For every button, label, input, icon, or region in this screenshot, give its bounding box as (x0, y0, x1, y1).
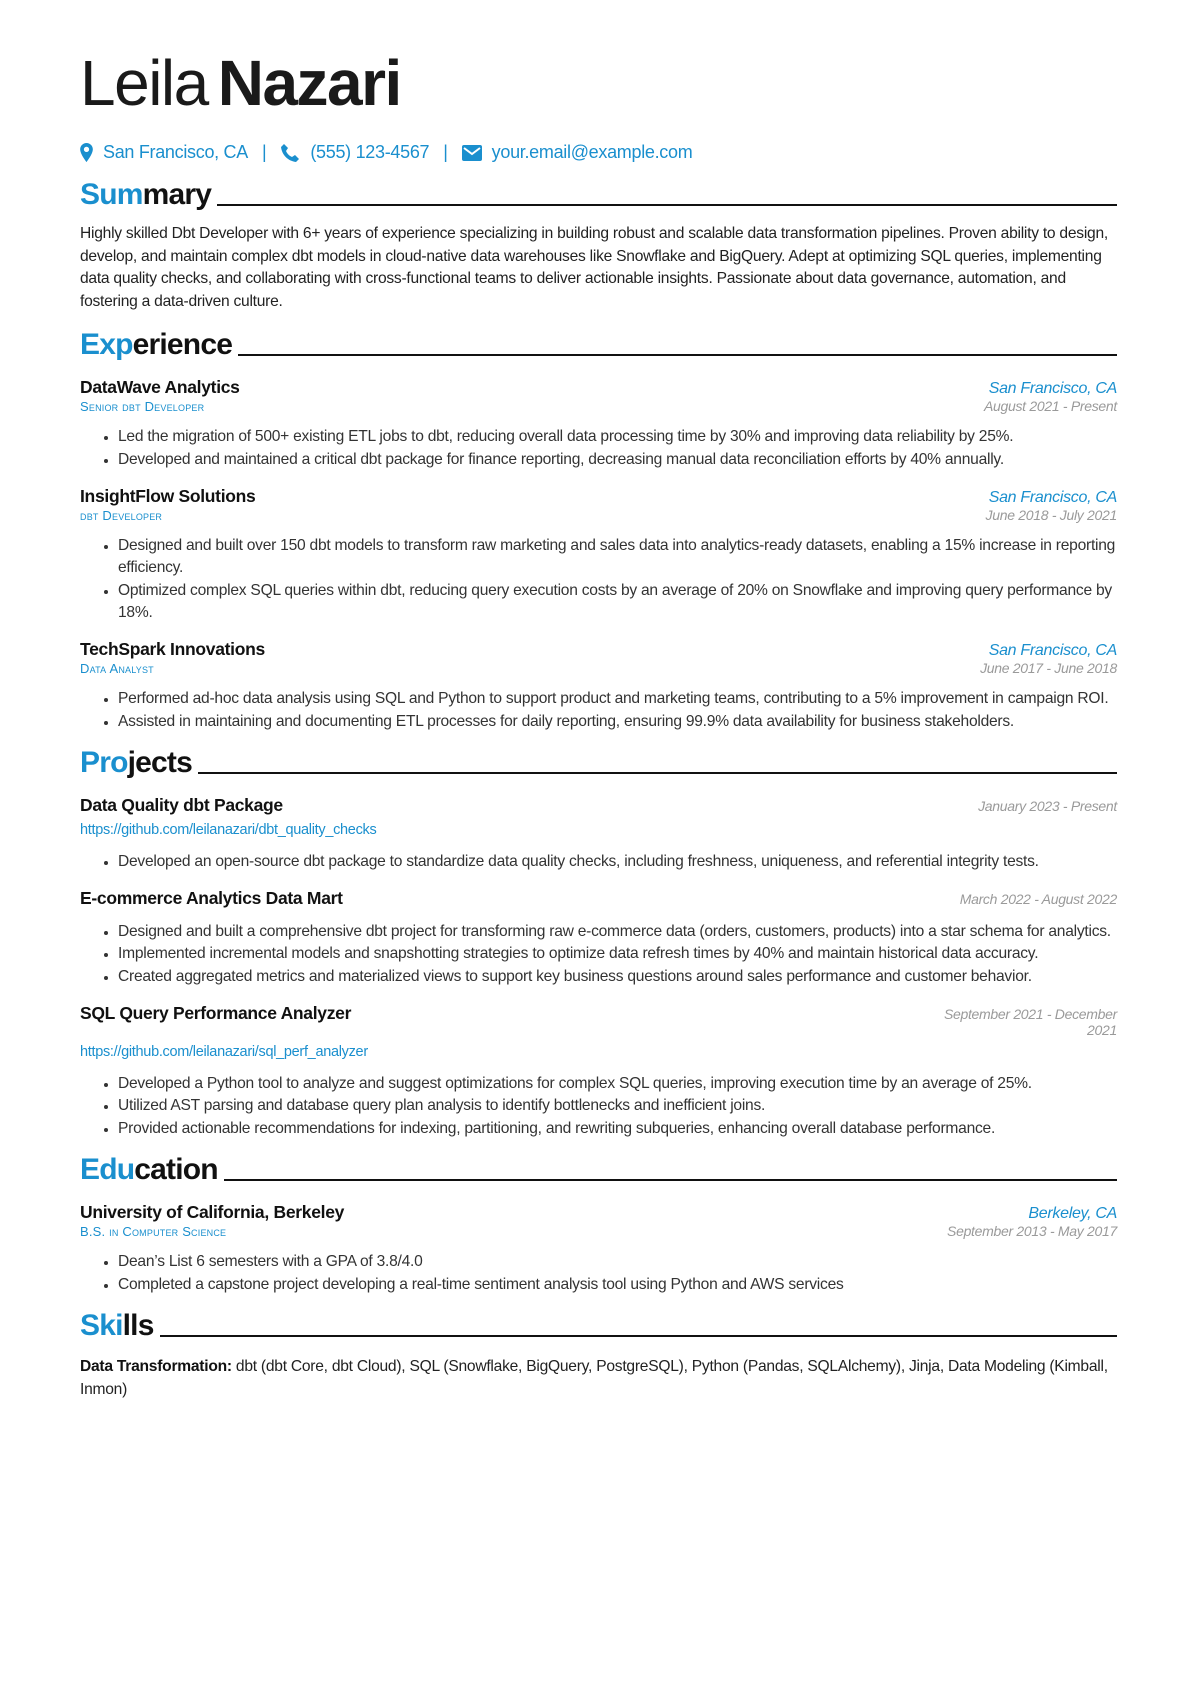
job-dates: August 2021 - Present (983, 398, 1117, 415)
education-dates: September 2013 - May 2017 (947, 1223, 1117, 1240)
bullet-list (80, 1251, 1117, 1296)
school-name: University of California, Berkeley (80, 1202, 345, 1223)
project-link[interactable]: https://github.com/leilanazari/dbt_quality_checks (80, 822, 377, 839)
project-entry (80, 1003, 1117, 1141)
divider (198, 772, 1117, 774)
bullet-item: • Dean’s List 6 semesters with a GPA of 3.8/4.0 (118, 1251, 1117, 1274)
bullet-list (80, 535, 1117, 625)
entry-subheader (80, 507, 1117, 523)
entry-subheader (80, 1223, 1117, 1239)
projects-heading: Projects (80, 745, 1117, 781)
education-heading: Education (80, 1152, 1117, 1188)
bullet-item: • Created aggregated metrics and materialized views to support key business questions around sales performance and customer behavior. (118, 966, 1117, 989)
phone-icon (280, 143, 300, 163)
entry-header (80, 888, 1117, 909)
job-title: Data Analyst (80, 660, 154, 676)
entry-subheader (80, 660, 1117, 676)
project-name: Data Quality dbt Package (80, 795, 283, 816)
experience-heading: Experience (80, 327, 1117, 363)
bullet-item: • Designed and built over 150 dbt models to transform raw marketing and sales data into analytics-ready datasets, enabling a 15% increase in reporting efficiency. (118, 535, 1117, 580)
project-dates: January 2023 - Present (978, 798, 1117, 815)
experience-entry (80, 486, 1117, 625)
skill-row (80, 1356, 1117, 1401)
company-name: DataWave Analytics (80, 377, 240, 398)
project-dates: September 2021 - December 2021 (943, 1005, 1117, 1038)
entry-header (80, 639, 1117, 660)
bullet-item: • Provided actionable recommendations for indexing, partitioning, and rewriting subqueries, enhancing overall database performance. (118, 1118, 1117, 1141)
job-title: Senior dbt Developer (80, 399, 205, 415)
contact-bar (80, 142, 1117, 163)
job-title: dbt Developer (80, 507, 163, 523)
entry-header (80, 795, 1117, 816)
summary-text: Highly skilled Dbt Developer with 6+ years of experience specializing in building robust and scalable data transformation pipelines. Proven ability to design, develop, and maintain complex dbt models in cloud-native data warehouses like Snowflake and BigQuery. Adept at optimizing SQL queries, implementing data quality checks, and collaborating with cross-functional teams to deliver actionable insights. Passionate about data governance, automation, and fostering a data-driven culture. (80, 225, 1108, 310)
bullet-item: • Designed and built a comprehensive dbt project for transforming raw e-commerce data (orders, customers, products) into a star schema for analytics. (118, 921, 1117, 944)
entry-header (80, 486, 1117, 507)
divider (217, 204, 1117, 206)
school-location: Berkeley, CA (1028, 1205, 1117, 1223)
divider (238, 354, 1117, 356)
project-entry (80, 888, 1117, 989)
bullet-item: • Completed a capstone project developing a real-time sentiment analysis tool using Python and AWS services (118, 1274, 1117, 1297)
degree: B.S. in Computer Science (80, 1224, 227, 1240)
education-entry (80, 1202, 1117, 1296)
bullet-item: • Utilized AST parsing and database query plan analysis to identify bottlenecks and inefficient joins. (118, 1095, 1117, 1118)
bullet-item: • Developed a Python tool to analyze and suggest optimizations for complex SQL queries, improving execution time by an average of 25%. (118, 1073, 1117, 1096)
candidate-name: Leila Nazari (80, 47, 401, 119)
entry-header (80, 1003, 1117, 1038)
bullet-item: • Optimized complex SQL queries within dbt, reducing query execution costs by an average of 20% on Snowflake and improving query performance by 18%. (118, 580, 1117, 625)
project-dates: March 2022 - August 2022 (959, 890, 1117, 907)
job-location: San Francisco, CA (988, 488, 1117, 506)
bullet-item: • Developed an open-source dbt package to standardize data quality checks, including freshness, uniqueness, and referential integrity tests. (118, 851, 1117, 874)
resume (80, 44, 1117, 1402)
project-name: SQL Query Performance Analyzer (80, 1002, 352, 1023)
skill-value: dbt (dbt Core, dbt Cloud), SQL (Snowflake, BigQuery, PostgreSQL), Python (Pandas, SQLAlchemy), Jinja, Data Modeling (Kimball, Inmon) (80, 1358, 1108, 1399)
map-marker-icon (80, 143, 93, 162)
experience-entry (80, 639, 1117, 733)
bullet-item: • Performed ad-hoc data analysis using SQL and Python to support product and marketing teams, contributing to a 5% improvement in campaign ROI. (118, 688, 1117, 711)
entry-header (80, 1202, 1117, 1223)
skill-label: Data Transformation: (80, 1358, 232, 1376)
bullet-item: • Implemented incremental models and snapshotting strategies to optimize data refresh times by 40% and maintain historical data accuracy. (118, 943, 1117, 966)
job-location: San Francisco, CA (988, 380, 1117, 398)
company-name: InsightFlow Solutions (80, 485, 256, 506)
divider (160, 1335, 1117, 1337)
separator: | (443, 142, 448, 162)
project-link[interactable]: https://github.com/leilanazari/sql_perf_analyzer (80, 1043, 368, 1060)
company-name: TechSpark Innovations (80, 638, 265, 659)
bullet-list (80, 921, 1117, 989)
bullet-item: • Assisted in maintaining and documenting ETL processes for daily reporting, ensuring 99.9% data availability for business stakeholders. (118, 711, 1117, 734)
separator: | (261, 142, 267, 162)
divider (224, 1179, 1117, 1181)
project-entry (80, 795, 1117, 874)
job-dates: June 2018 - July 2021 (985, 506, 1117, 523)
bullet-item: • Developed and maintained a critical dbt package for finance reporting, decreasing manual data reconciliation efforts by 40% annually. (118, 449, 1117, 472)
job-dates: June 2017 - June 2018 (980, 659, 1117, 676)
bullet-list (80, 688, 1117, 733)
entry-header (80, 377, 1117, 398)
bullet-item: • Led the migration of 500+ existing ETL jobs to dbt, reducing overall data processing time by 30% and improving data reliability by 25%. (118, 426, 1117, 449)
skills-heading: Skills (80, 1308, 1117, 1344)
email-link[interactable]: your.email@example.com (491, 142, 693, 162)
summary-heading: Summary (80, 177, 1117, 213)
phone-link[interactable]: (555) 123-4567 (310, 142, 430, 162)
job-location: San Francisco, CA (988, 641, 1117, 659)
bullet-list (80, 1073, 1117, 1141)
location-text: San Francisco, CA (103, 142, 248, 162)
bullet-list (80, 851, 1117, 874)
experience-entry (80, 377, 1117, 471)
envelope-icon (462, 145, 482, 161)
entry-subheader (80, 398, 1117, 414)
project-name: E-commerce Analytics Data Mart (80, 887, 343, 908)
bullet-list (80, 426, 1117, 471)
